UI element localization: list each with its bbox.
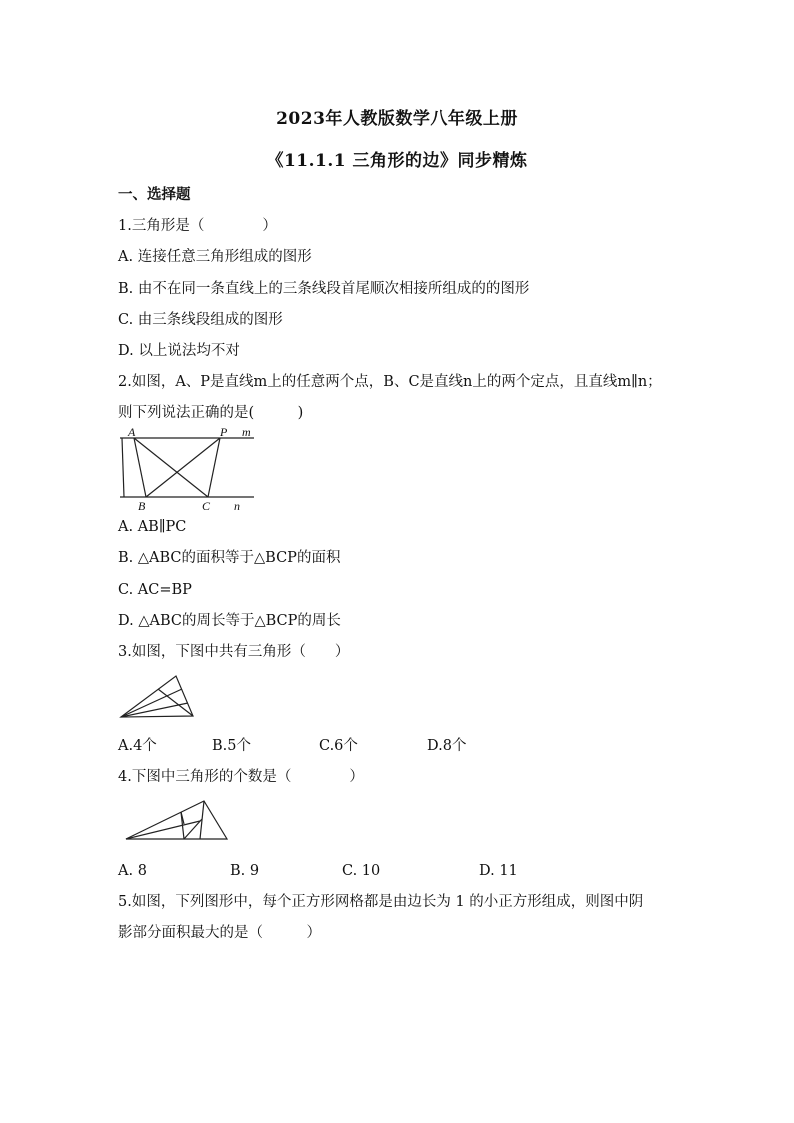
document-subtitle: 《11.1.1 三角形的边》同步精炼: [266, 151, 528, 171]
q1-option-b: B. 由不在同一条直线上的三条线段首尾顺次相接所组成的的图形: [118, 281, 530, 297]
q1-stem: 1.三角形是（ ）: [118, 218, 277, 234]
q3-option-c: C.6个: [319, 738, 358, 754]
q3-stem: 3.如图，下图中共有三角形（ ）: [118, 644, 350, 660]
q2-option-b: B. △ABC的面积等于△BCP的面积: [118, 550, 341, 566]
q2-option-a: A. AB∥PC: [118, 519, 187, 535]
q2-option-c: C. AC=BP: [118, 582, 192, 598]
q5-stem-line1: 5.如图，下列图形中，每个正方形网格都是由边长为 1 的小正方形组成，则图中阴: [118, 894, 644, 910]
q2-label-p: P: [220, 425, 228, 439]
q4-option-b: B. 9: [230, 863, 260, 879]
q2-stem-line2: 则下列说法正确的是( ): [118, 405, 304, 421]
q4-option-a: A. 8: [118, 863, 147, 879]
q4-stem: 4.下图中三角形的个数是（ ）: [118, 769, 364, 785]
document-title: 2023年人教版数学八年级上册: [276, 109, 518, 129]
q2-label-b: B: [138, 499, 146, 513]
section-heading: 一、选择题: [118, 186, 191, 203]
q1-option-c: C. 由三条线段组成的图形: [118, 312, 283, 328]
q3-triangle-figure: [118, 672, 198, 722]
q4-option-d: D. 11: [479, 863, 518, 879]
q4-option-c: C. 10: [342, 863, 381, 879]
q2-option-d: D. △ABC的周长等于△BCP的周长: [118, 613, 341, 629]
q5-stem-line2: 影部分面积最大的是（ ）: [118, 925, 321, 941]
q1-option-a: A. 连接任意三角形组成的图形: [118, 249, 312, 265]
q4-triangle-figure: [124, 799, 230, 844]
q2-label-c: C: [202, 499, 211, 513]
q4-options: [118, 862, 518, 880]
q3-options: [118, 737, 466, 755]
q2-parallel-lines-figure: [116, 424, 256, 514]
q2-label-a: A: [128, 425, 136, 439]
q2-label-m: m: [242, 425, 251, 439]
q1-option-d: D. 以上说法均不对: [118, 343, 240, 359]
q3-option-d: D.8个: [427, 738, 467, 754]
q3-option-b: B.5个: [212, 738, 251, 754]
q2-label-n: n: [234, 499, 240, 513]
q2-stem-line1: 2.如图，A、P是直线m上的任意两个点，B、C是直线n上的两个定点，且直线m∥n；: [118, 374, 662, 390]
q3-option-a: A.4个: [118, 738, 157, 754]
